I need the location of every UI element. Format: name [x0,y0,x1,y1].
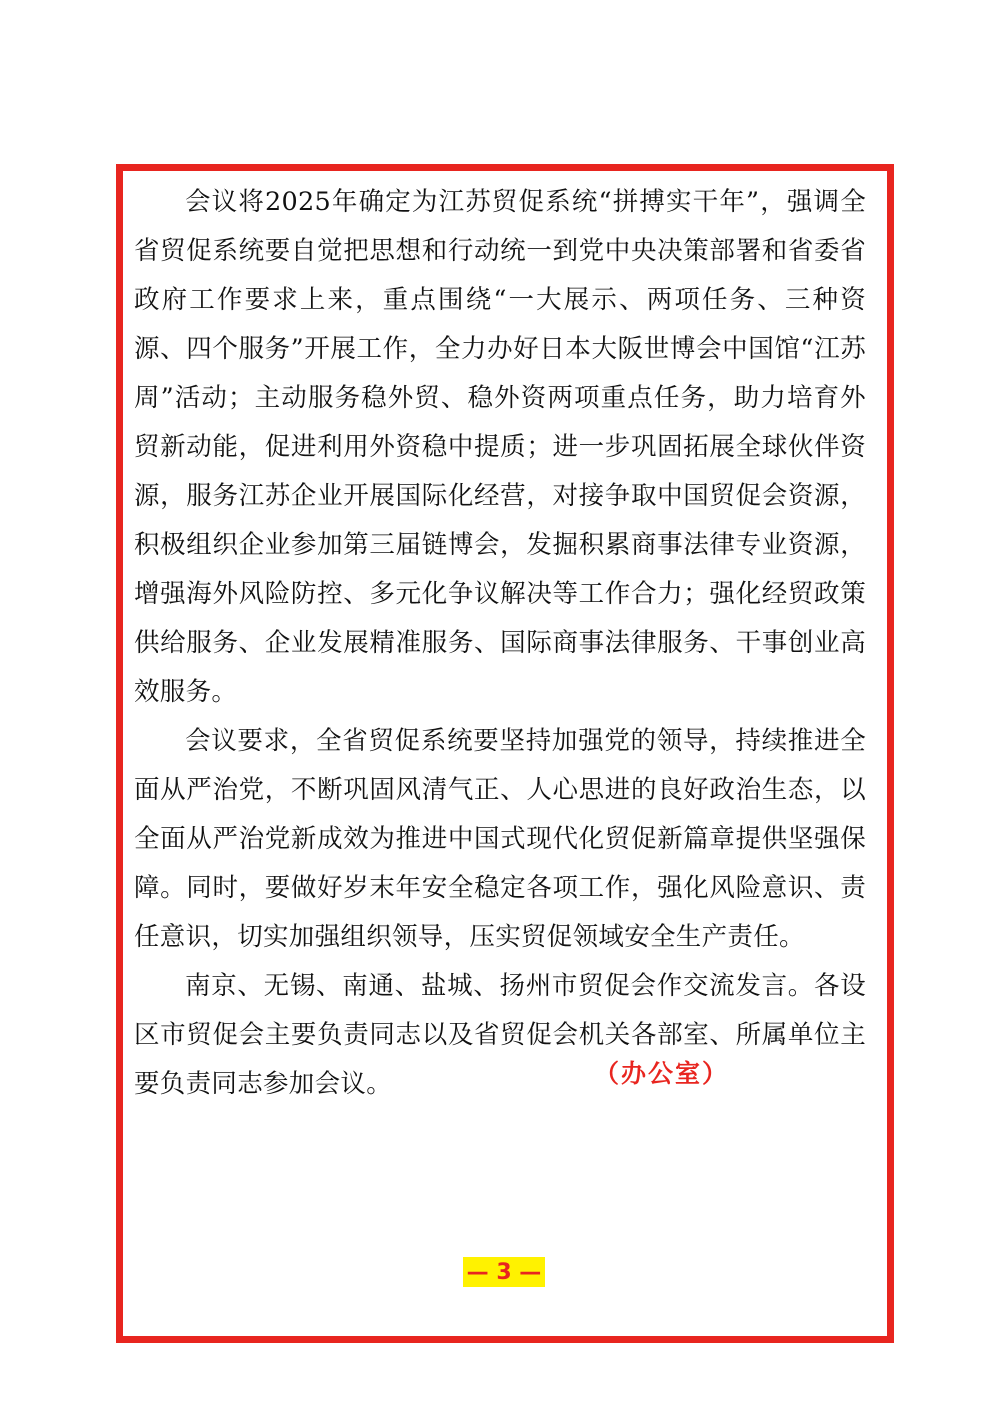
office-signature: （办公室） [594,1059,730,1088]
paragraph-meeting-theme: 会议将2025年确定为江苏贸促系统“拼搏实干年”，强调全省贸促系统要自觉把思想和行动统一到党中央决策部署和省委省政府工作要求上来，重点围绕“一大展示、两项任务、三种资源、四个服务”开展工作，全力办好日本大阪世博会中国馆“江苏周”活动；主动服务稳外贸、稳外资两项重点任务，助力培育外贸新动能，促进利用外资稳中提质；进一步巩固拓展全球伙伴资源，服务江苏企业开展国际化经营，对接争取中国贸促会资源，积极组织企业参加第三届链博会，发掘积累商事法律专业资源，增强海外风险防控、多元化争议解决等工作合力；强化经贸政策供给服务、企业发展精准服务、国际商事法律服务、干事创业高效服务。 [134,187,866,707]
paragraph-meeting-requirements: 会议要求，全省贸促系统要坚持加强党的领导，持续推进全面从严治党，不断巩固风清气正、人心思进的良好政治生态，以全面从严治党新成效为推进中国式现代化贸促新篇章提供坚强保障。同时，要做好岁末年安全稳定各项工作，强化风险意识、责任意识，切实加强组织领导，压实贸促领域安全生产责任。 [134,726,866,952]
page-number: — 3 — [463,1257,545,1287]
paragraph-attendees: 南京、无锡、南通、盐城、扬州市贸促会作交流发言。各设区市贸促会主要负责同志以及省贸促会机关各部室、所属单位主要负责同志参加会议。 [134,971,866,1099]
article-body [134,178,866,1109]
